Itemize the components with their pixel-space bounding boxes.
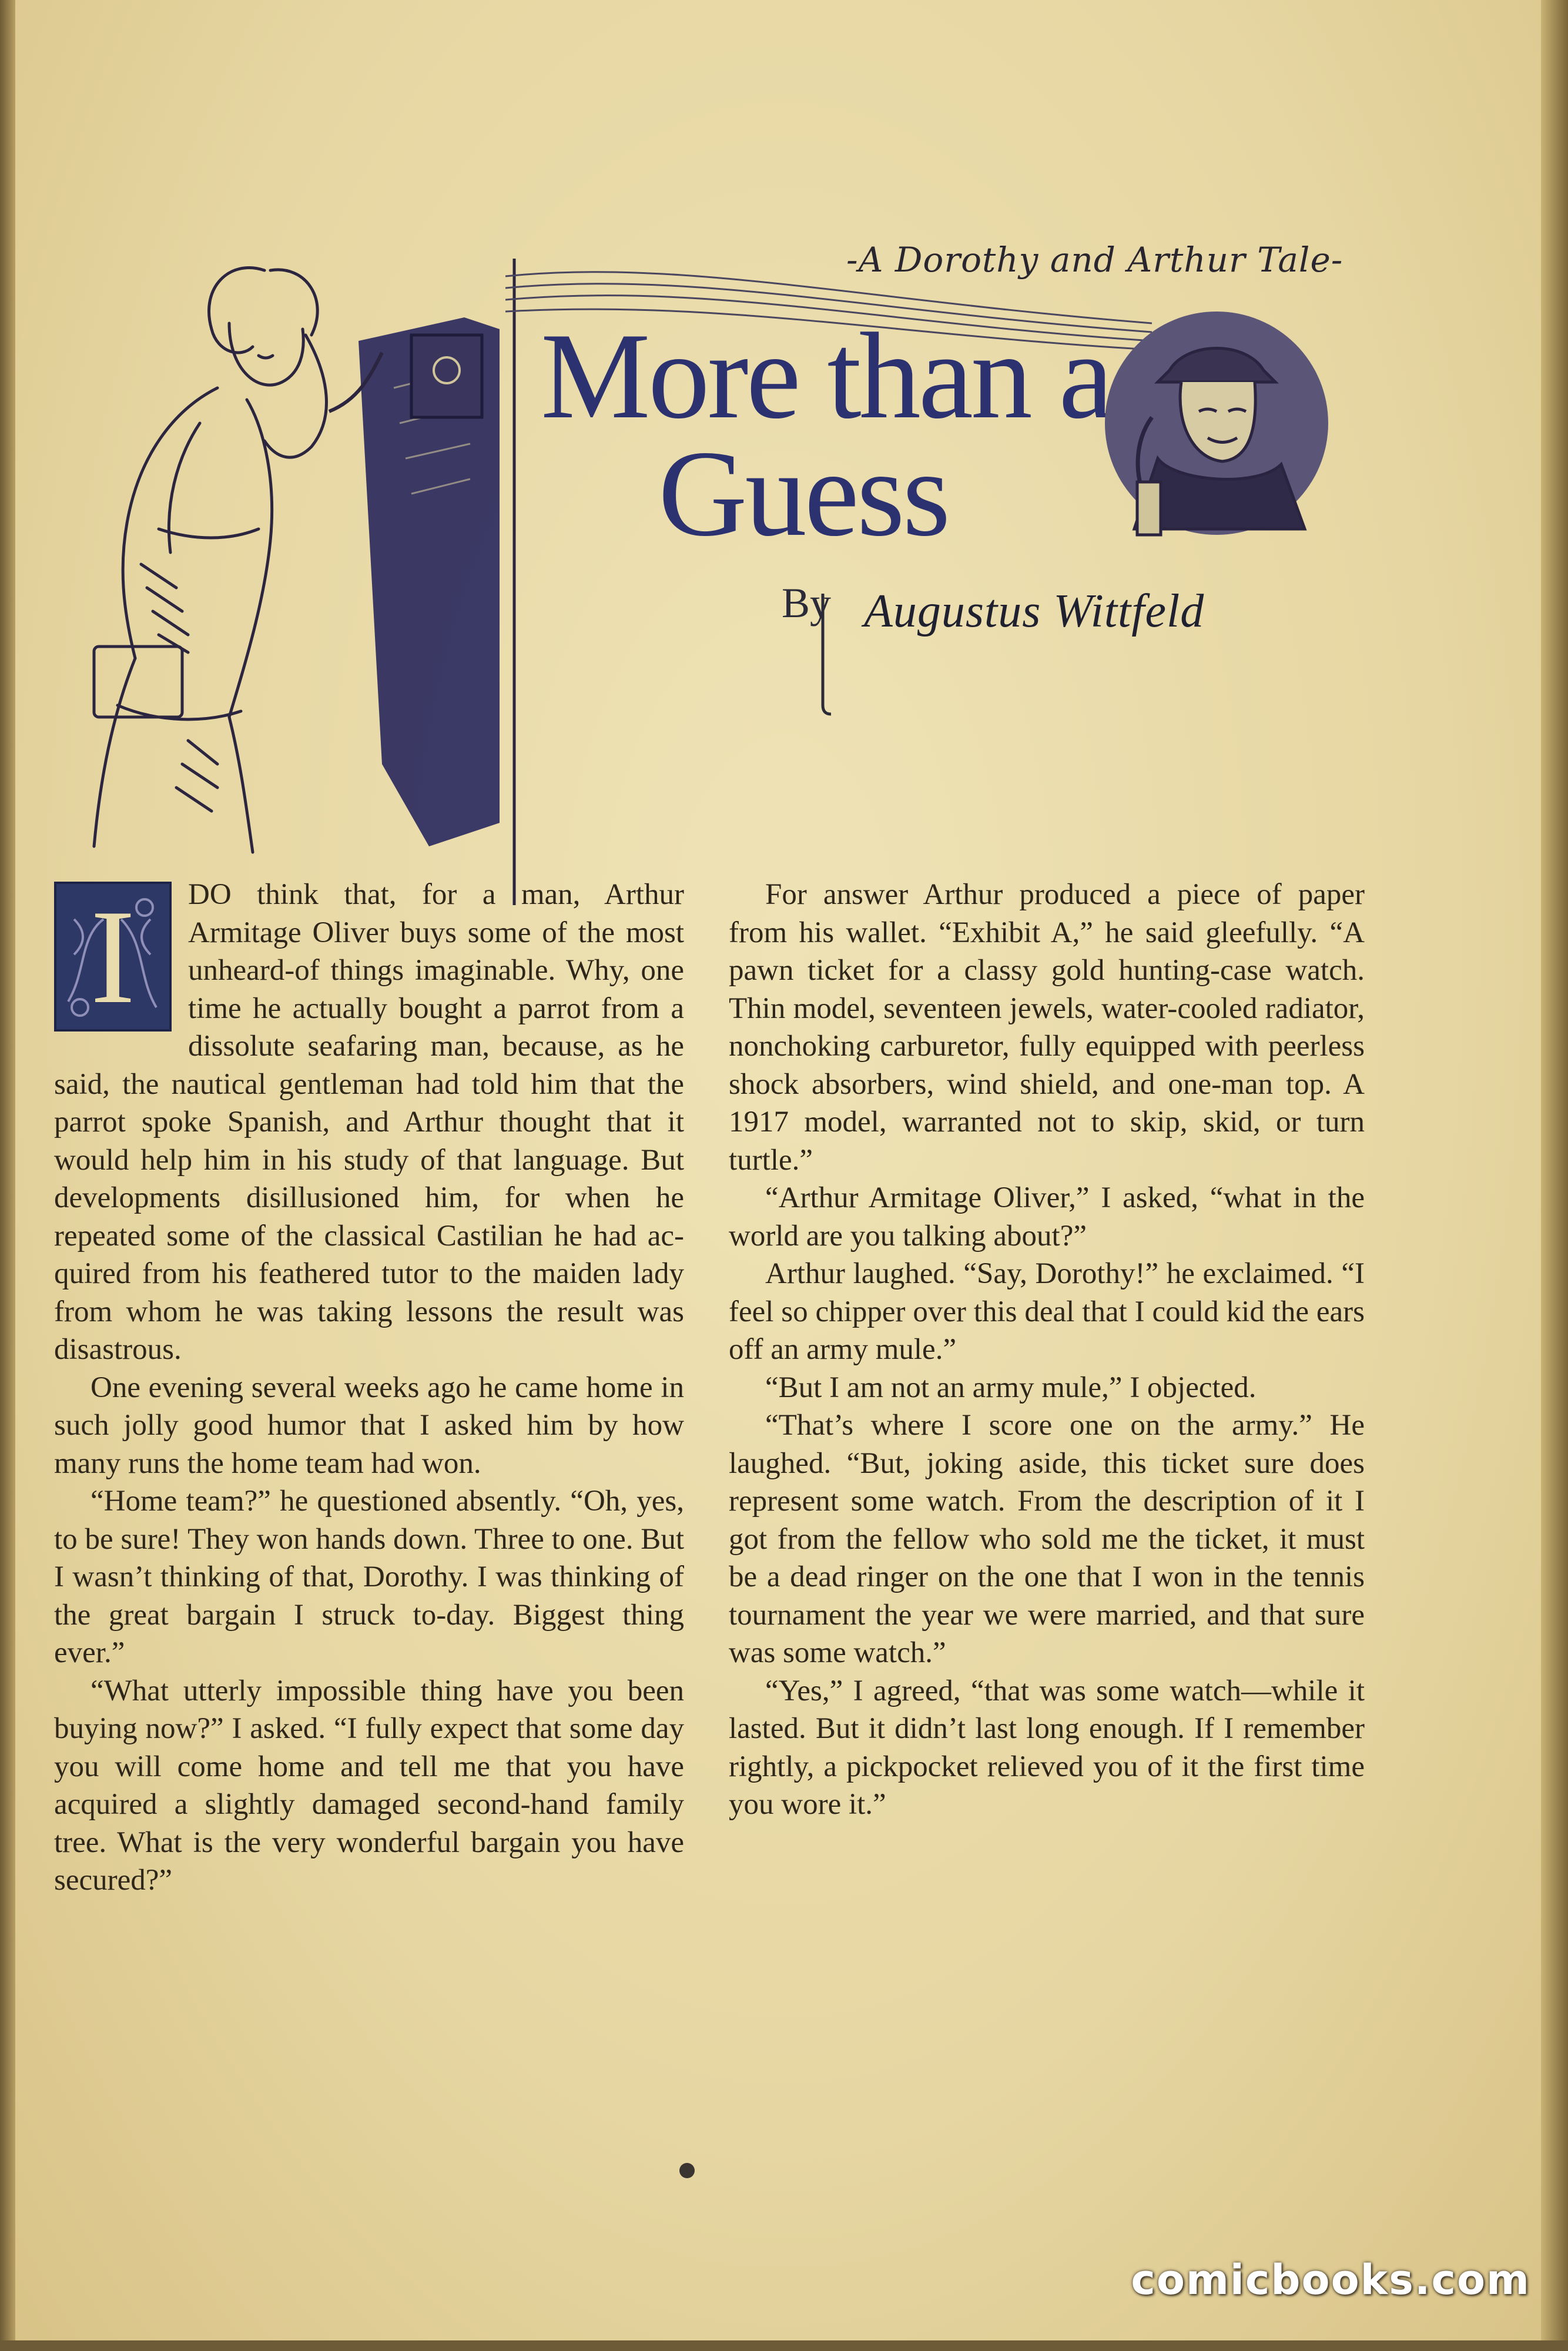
ornamental-dropcap bbox=[54, 882, 172, 1032]
byline-flourish bbox=[811, 594, 835, 717]
right-paragraph-5: “That’s where I score one on the army.” He laughed. “But, joking aside, this ticket sure does represent some watch. From the description of it I got from the fellow who sold me the ticket, it must be a dead ringer on the one that I won in the tennis tournament the year we were married, and that sure was some watch.” bbox=[729, 1409, 1365, 1669]
page-left-edge bbox=[0, 0, 15, 2351]
author-name: Augustus Wittfeld bbox=[864, 585, 1205, 637]
page-ink-dot bbox=[679, 2163, 695, 2178]
left-paragraph-1: DO think that, for a man, Arthur Armitage Oliver buys some of the most unheard-of things imaginable. Why, one time he actually bought a parrot from a dissolute seafaring man, because, as he said, the nautical gentleman had told him that the parrot spoke Spanish, and Arthur thought that it would help him in his study of that language. But developments disillusioned him, for when he repeated some of the classical Castilian he had acquired from his feathered tutor to the maiden lady from whom he was taking lessons the result was disastrous. bbox=[54, 878, 684, 1366]
series-caption: -A Dorothy and Arthur Tale- bbox=[846, 240, 1343, 280]
right-paragraph-6: “Yes,” I agreed, “that was some watch—while it lasted. But it didn’t last long enough. If I remember rightly, a pickpocket relieved you of it the first time you wore it.” bbox=[729, 1674, 1365, 1821]
story-title bbox=[541, 308, 1117, 562]
title-line-2: Guess bbox=[658, 426, 949, 562]
right-paragraph-3: Arthur laughed. “Say, Dorothy!” he exclaimed. “I feel so chipper over this deal that I could kid the ears off an army mule.” bbox=[729, 1257, 1365, 1366]
title-line-1: More than a bbox=[541, 308, 1111, 444]
page-right-edge bbox=[1541, 0, 1568, 2351]
right-text-column bbox=[729, 876, 1365, 1824]
right-paragraph-4: “But I am not an army mule,” I objected. bbox=[765, 1371, 1257, 1404]
left-text-column bbox=[54, 876, 684, 1900]
dropcap-letter: I bbox=[90, 881, 136, 1032]
right-paragraph-2: “Arthur Armitage Oliver,” I asked, “what in the world are you talking about?” bbox=[729, 1181, 1365, 1252]
left-paragraph-2: One evening several weeks ago he came home in such jolly good humor that I asked him by how many runs the home team had won. bbox=[54, 1371, 684, 1480]
man-on-telephone-portrait-icon bbox=[1081, 306, 1352, 541]
left-paragraph-3: “Home team?” he questioned absently. “Oh, yes, to be sure! They won hands down. Three to one. But I wasn’t thinking of that, Dorothy. I was thinking of the great bargain I struck to-day. Biggest thing ever.” bbox=[54, 1485, 684, 1669]
site-watermark: comicbooks.com bbox=[1131, 2256, 1530, 2304]
left-paragraph-4: “What utterly impossible thing have you been buying now?” I asked. “I fully expect that some day you will come home and tell me that you have acquired a slightly damaged second-hand family tree. What is the very wonderful bargain you have secured?” bbox=[54, 1674, 684, 1897]
right-paragraph-1: For answer Arthur produced a piece of paper from his wallet. “Exhibit A,” he said gleefully. “A pawn ticket for a classy gold hunting-case watch. Thin model, seventeen jewels, water-cooled radiator, nonchoking carburetor, fully equipped with peerless shock absorbers, wind shield, and one-man top. A 1917 model, warranted not to skip, skid, or turn turtle.” bbox=[729, 878, 1365, 1177]
byline-prefix: By bbox=[782, 580, 832, 627]
woman-on-telephone-illustration bbox=[53, 235, 535, 858]
page-bottom-edge bbox=[0, 2340, 1568, 2351]
